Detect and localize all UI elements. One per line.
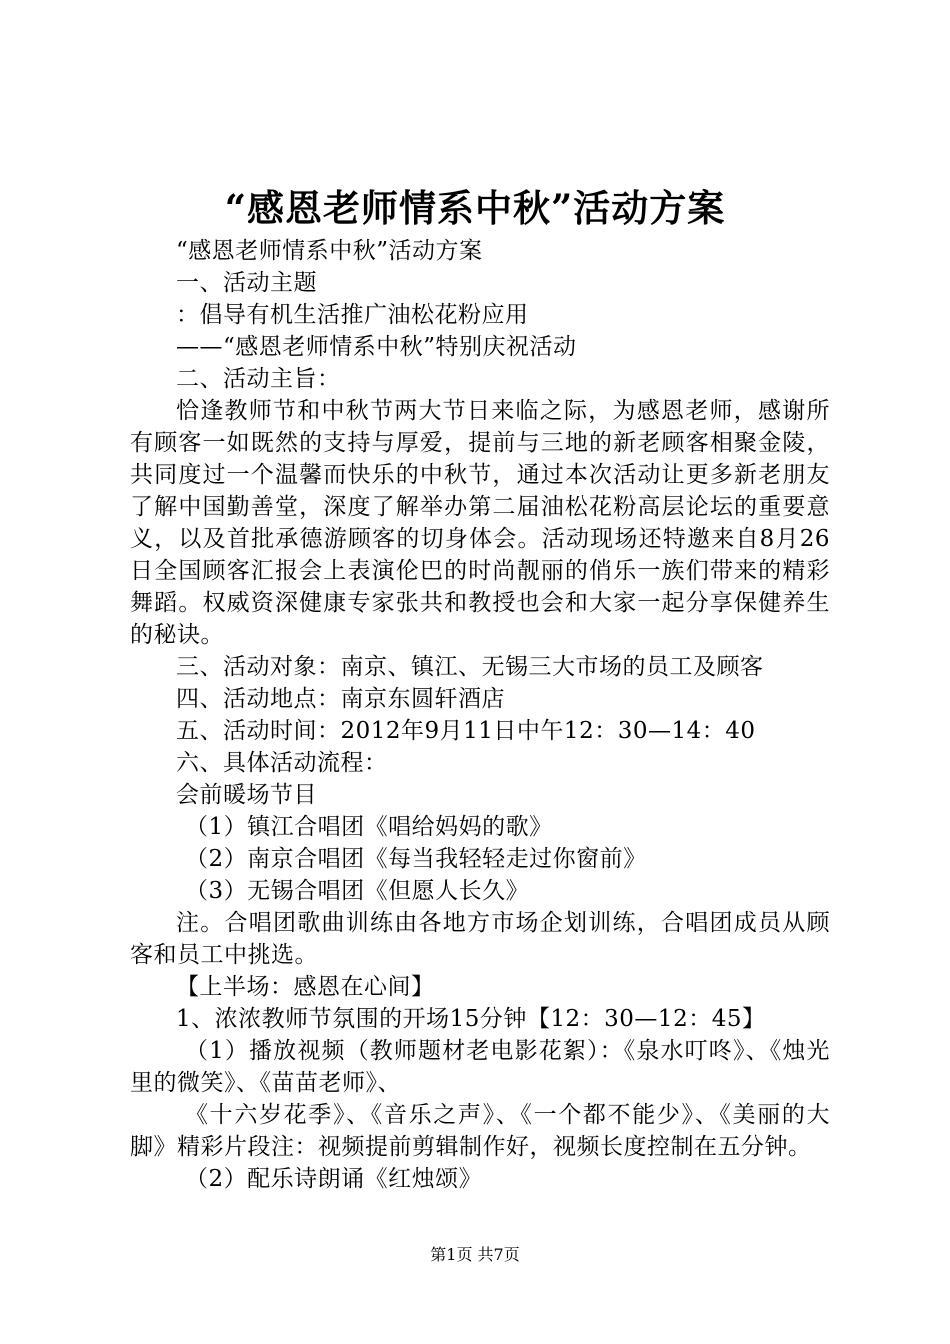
list-item-choir-3: （3）无锡合唱团《但愿人长久》 xyxy=(185,878,530,904)
paragraph-warmup: 会前暖场节目 xyxy=(176,782,317,808)
heading-activity-theme: 一、活动主题 xyxy=(176,270,317,296)
paragraph-choir-note: 注。合唱团歌曲训练由各地方市场企划训练，合唱团成员从顾客和员工中挑选。 xyxy=(130,910,830,968)
heading-activity-purpose: 二、活动主旨： xyxy=(176,366,341,392)
paragraph-theme: ：倡导有机生活推广油松花粉应用 xyxy=(176,302,529,328)
list-item-video: （1）播放视频（教师题材老电影花絮）：《泉水叮咚》、《烛光里的微笑》、《苗苗老师》、 xyxy=(130,1038,830,1096)
page-footer: 第1页 共7页 xyxy=(430,1245,520,1264)
paragraph-location: 四、活动地点：南京东圆轩酒店 xyxy=(176,686,505,712)
heading-process: 六、具体活动流程： xyxy=(176,750,388,776)
paragraph-opening: 1、浓浓教师节氛围的开场15分钟【12：30—12：45】 xyxy=(176,1006,766,1032)
paragraph-audience: 三、活动对象：南京、镇江、无锡三大市场的员工及顾客 xyxy=(176,654,764,680)
list-item-choir-1: （1）镇江合唱团《唱给妈妈的歌》 xyxy=(185,814,553,840)
list-item-poem: （2）配乐诗朗诵《红烛颂》 xyxy=(185,1166,483,1192)
list-item-choir-2: （2）南京合唱团《每当我轻轻走过你窗前》 xyxy=(185,846,647,872)
paragraph-theme-sub: ——“感恩老师情系中秋”特别庆祝活动 xyxy=(176,334,577,360)
document-title: “感恩老师情系中秋”活动方案 xyxy=(224,186,726,230)
document-body xyxy=(130,235,830,1195)
heading-first-half: 【上半场：感恩在心间】 xyxy=(176,974,435,1000)
list-item-video-cont: 《十六岁花季》、《音乐之声》、《一个都不能少》、《美丽的大脚》精彩片段注：视频提前剪辑制作好，视频长度控制在五分钟。 xyxy=(130,1102,830,1160)
paragraph-time: 五、活动时间：2012年9月11日中午12：30—14：40 xyxy=(176,718,756,744)
paragraph-subtitle: “感恩老师情系中秋”活动方案 xyxy=(176,238,483,264)
paragraph-purpose: 恰逢教师节和中秋节两大节日来临之际，为感恩老师，感谢所有顾客一如既然的支持与厚爱，提前与三地的新老顾客相聚金陵，共同度过一个温馨而快乐的中秋节，通过本次活动让更多新老朋友了解中国勤善堂，深度了解举办第二届油松花粉高层论坛的重要意义，以及首批承德游顾客的切身体会。活动现场还特邀来自8月26日全国顾客汇报会上表演伦巴的时尚靓丽的俏乐一族们带来的精彩舞蹈。权威资深健康专家张共和教授也会和大家一起分享保健养生的秘诀。 xyxy=(130,398,830,648)
